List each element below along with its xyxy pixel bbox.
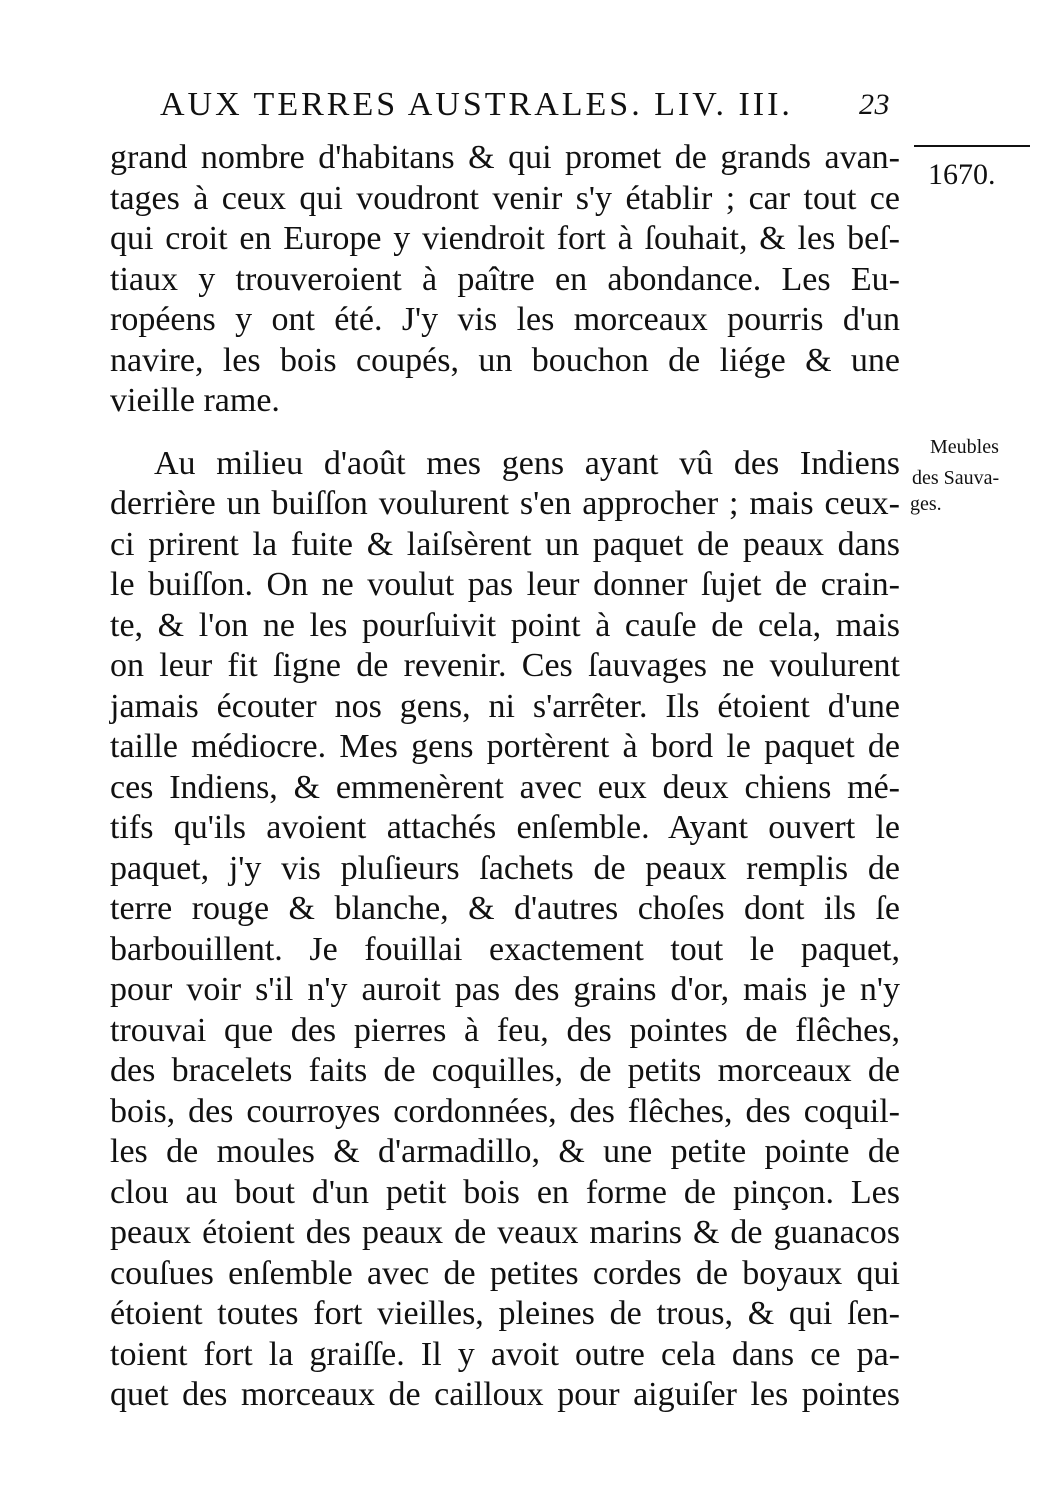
- text-line: peaux étoient des peaux de veaux marins & de guanacos: [110, 1214, 900, 1251]
- text-line: trouvai que des pierres à feu, des pointes de flêches,: [110, 1011, 900, 1049]
- body-text: [110, 138, 900, 1416]
- text-line: ci prirent la fuite & laiſsèrent un paquet de peaux dans: [110, 525, 900, 563]
- text-line: tages à ceux qui voudront venir s'y établir ; car tout ce: [110, 179, 900, 217]
- text-line: pour voir s'il n'y auroit pas des grains d'or, mais je n'y: [110, 971, 900, 1008]
- paragraph-1: [110, 138, 900, 422]
- text-line: bois, des courroyes cordonnées, des flêches, des coquil-: [110, 1092, 900, 1130]
- text-line: navire, les bois coupés, un bouchon de liége & une: [110, 341, 900, 379]
- text-line: jamais écouter nos gens, ni s'arrêter. Ils étoient d'une: [110, 687, 900, 725]
- margin-note-line: ges.: [910, 493, 942, 515]
- text-line: barbouillent. Je fouillai exactement tout le paquet,: [110, 930, 900, 968]
- text-line: paquet, j'y vis pluſieurs ſachets de peaux remplis de: [110, 849, 900, 887]
- text-line: vieille rame.: [110, 382, 280, 419]
- text-line: qui croit en Europe y viendroit fort à ſouhait, & les beſ-: [110, 220, 900, 257]
- paragraph-2: [110, 444, 900, 1416]
- text-line: tifs qu'ils avoient attachés enſemble. Ayant ouvert le: [110, 809, 900, 846]
- text-line: ropéens y ont été. J'y vis les morceaux pourris d'un: [110, 301, 900, 338]
- text-line: étoient toutes fort vieilles, pleines de trous, & qui ſen-: [110, 1295, 900, 1332]
- text-line: quet des morceaux de cailloux pour aiguiſer les pointes: [110, 1376, 900, 1413]
- text-line: on leur fit ſigne de revenir. Ces ſauvages ne voulurent: [110, 647, 900, 684]
- page-header: [160, 86, 890, 128]
- text-line: te, & l'on ne les pourſuivit point à cauſe de cela, mais: [110, 606, 900, 644]
- text-line: terre rouge & blanche, & d'autres choſes dont ils ſe: [110, 890, 900, 927]
- text-line: Au milieu d'août mes gens ayant vû des Indiens: [154, 444, 900, 482]
- text-line: derrière un buiſſon voulurent s'en approcher ; mais ceux-: [110, 485, 900, 522]
- text-line: toient fort la graiſſe. Il y avoit outre cela dans ce pa-: [110, 1335, 900, 1373]
- text-line: des bracelets faits de coquilles, de petits morceaux de: [110, 1052, 900, 1089]
- page-number: 23: [859, 88, 890, 121]
- margin-note-line: des Sauva-: [912, 467, 1000, 489]
- text-line: clou au bout d'un petit bois en forme de pinçon. Les: [110, 1173, 900, 1211]
- text-line: taille médiocre. Mes gens portèrent à bord le paquet de: [110, 728, 900, 765]
- text-line: les de moules & d'armadillo, & une petite pointe de: [110, 1133, 900, 1170]
- text-line: tiaux y trouveroient à paître en abondance. Les Eu-: [110, 260, 900, 298]
- running-title: AUX TERRES AUSTRALES. LIV. III.: [160, 86, 793, 123]
- text-line: ces Indiens, & emmenèrent avec eux deux chiens mé-: [110, 768, 900, 806]
- margin-note-line: Meubles: [930, 436, 999, 458]
- margin-year: 1670.: [928, 158, 996, 191]
- text-line: grand nombre d'habitans & qui promet de grands avan-: [110, 139, 900, 176]
- paragraph-gap: [110, 422, 900, 444]
- text-line: couſues enſemble avec de petites cordes de boyaux qui: [110, 1254, 900, 1292]
- year-rule: [914, 145, 1030, 147]
- text-line: le buiſſon. On ne voulut pas leur donner ſujet de crain-: [110, 566, 900, 603]
